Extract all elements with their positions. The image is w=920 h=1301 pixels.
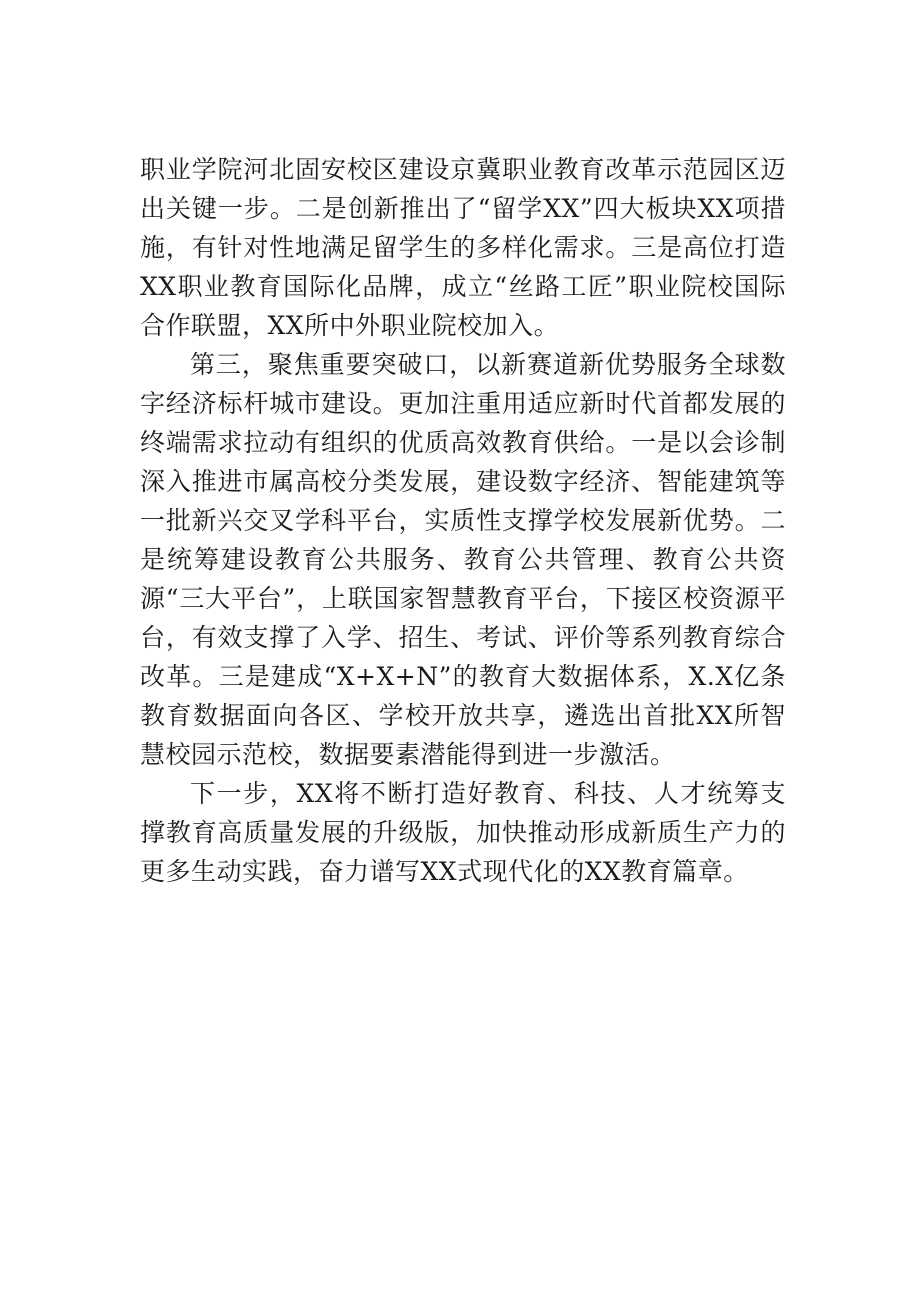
paragraph-continuation: 职业学院河北固安校区建设京冀职业教育改革示范园区迈出关键一步。二是创新推出了“留学XX”四大板块XX项措施，有针对性地满足留学生的多样化需求。三是高位打造XX职业教育国际化品牌，成立“丝路工匠”职业院校国际合作联盟，XX所中外职业院校加入。 [140,155,786,340]
paragraph-third-point: 第三，聚焦重要突破口，以新赛道新优势服务全球数字经济标杆城市建设。更加注重用适应新时代首都发展的终端需求拉动有组织的优质高效教育供给。一是以会诊制深入推进市属高校分类发展，建设数字经济、智能建筑等一批新兴交叉学科平台，实质性支撑学校发展新优势。二是统筹建设教育公共服务、教育公共管理、教育公共资源“三大平台”，上联国家智慧教育平台，下接区校资源平台，有效支撑了入学、招生、考试、评价等系列教育综合改革。三是建成“X+X+N”的教育大数据体系，X.X亿条教育数据面向各区、学校开放共享，遴选出首批XX所智慧校园示范校，数据要素潜能得到进一步激活。 [140,350,786,769]
paragraph-next-step: 下一步，XX将不断打造好教育、科技、人才统筹支撑教育高质量发展的升级版，加快推动形成新质生产力的更多生动实践，奋力谱写XX式现代化的XX教育篇章。 [140,779,786,886]
document-body [140,150,786,891]
